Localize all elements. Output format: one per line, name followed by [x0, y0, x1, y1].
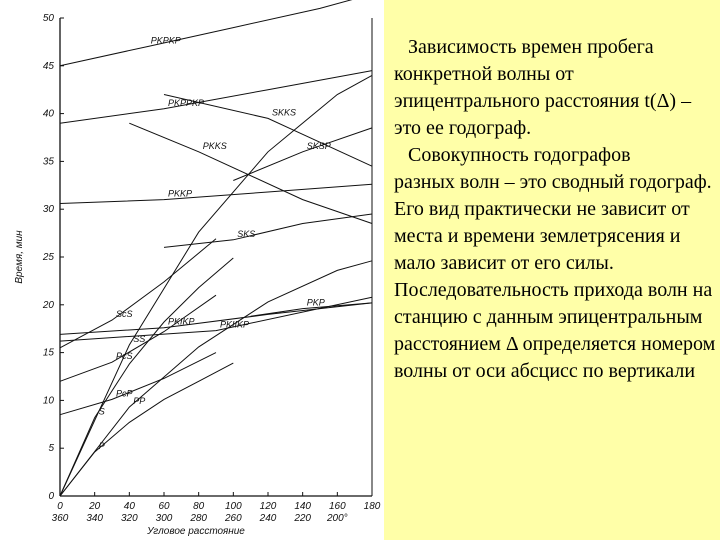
- series-line-pp: [60, 261, 372, 496]
- series-line-pkpkp: [60, 0, 372, 66]
- series-label: PKPKP: [150, 35, 181, 46]
- series-line-sks: [164, 214, 372, 247]
- y-tick-label: 30: [42, 204, 54, 216]
- series-label: SKKS: [272, 107, 297, 118]
- series-label: PKP: [306, 297, 325, 308]
- series-label: PKKS: [202, 140, 227, 151]
- y-tick-label: 5: [48, 443, 54, 455]
- x-tick-label: 20: [89, 501, 101, 512]
- y-tick-label: 40: [42, 108, 54, 120]
- x-tick-label-secondary: 280: [190, 513, 208, 524]
- y-tick-label: 10: [42, 395, 54, 407]
- caption-paragraph-2-first-line: Совокупность годографов: [408, 144, 631, 166]
- x-tick-label-secondary: 260: [224, 513, 242, 524]
- series-label: SKSP: [306, 140, 331, 151]
- y-tick-label: 0: [48, 491, 54, 502]
- x-tick-label: 180: [363, 501, 381, 512]
- x-tick-label: 120: [259, 501, 277, 512]
- x-tick-label-secondary: 340: [86, 513, 104, 524]
- x-tick-label-secondary: 320: [120, 513, 138, 524]
- y-tick-label: 45: [42, 60, 54, 72]
- caption-paragraph-1: конкретной волны от эпицентрального расстояния t(Δ) – это ее годограф.: [394, 63, 692, 139]
- series-label: P: [98, 441, 105, 451]
- series-label: PKIKP: [168, 316, 195, 327]
- series-line-p: [60, 363, 233, 496]
- series-label: SS: [133, 334, 146, 344]
- y-axis-label: Время, мин: [14, 230, 25, 284]
- series-line-pkiikp: [60, 297, 372, 341]
- series-label: SKS: [237, 228, 256, 239]
- series-line-sksp: [233, 128, 372, 181]
- y-tick-label: 25: [42, 252, 54, 263]
- y-tick-label: 20: [42, 299, 54, 311]
- series-label: PP: [133, 396, 146, 407]
- series-label: ScS: [116, 309, 133, 320]
- x-tick-label: 60: [158, 501, 170, 512]
- x-tick-label: 140: [294, 501, 312, 512]
- series-line-pkkp: [60, 184, 372, 203]
- x-tick-label-secondary: 200°: [326, 513, 348, 524]
- x-tick-label: 100: [224, 501, 242, 512]
- series-label: PKIIKP: [220, 319, 250, 330]
- x-axis-label: Угловое расстояние: [147, 526, 245, 537]
- series-line-ss: [60, 75, 372, 496]
- x-tick-label: 0: [57, 501, 63, 512]
- series-label: PKKP: [168, 188, 193, 199]
- y-tick-label: 50: [42, 13, 54, 24]
- x-tick-label-secondary: 220: [294, 513, 312, 524]
- series-label: S: [98, 406, 105, 417]
- x-tick-label: 80: [193, 501, 205, 512]
- x-tick-label-secondary: 300: [155, 513, 173, 524]
- x-tick-label-secondary: 360: [51, 513, 69, 524]
- caption-paragraph-2: разных волн – это сводный годограф. Его вид практически не зависит от места и времени землетрясения и мало зависит от его силы. Последовательность прихода волн на станцию с данным эпицентральным расстоянием Δ определяется номером волны от оси абсцисс по вертикали: [394, 171, 716, 382]
- x-tick-label: 40: [123, 501, 135, 512]
- series-label: PcS: [116, 351, 133, 362]
- y-tick-label: 15: [42, 347, 54, 359]
- caption-paragraph-1-first-line: Зависимость времен пробега: [408, 36, 654, 58]
- y-tick-label: 35: [42, 156, 54, 168]
- series-label: PKPPKP: [168, 97, 205, 108]
- caption-text: [394, 34, 716, 385]
- x-tick-label: 160: [328, 501, 346, 512]
- series-line-pkppkp: [60, 71, 372, 124]
- series-label: PcP: [116, 388, 133, 399]
- x-tick-label-secondary: 240: [259, 513, 277, 524]
